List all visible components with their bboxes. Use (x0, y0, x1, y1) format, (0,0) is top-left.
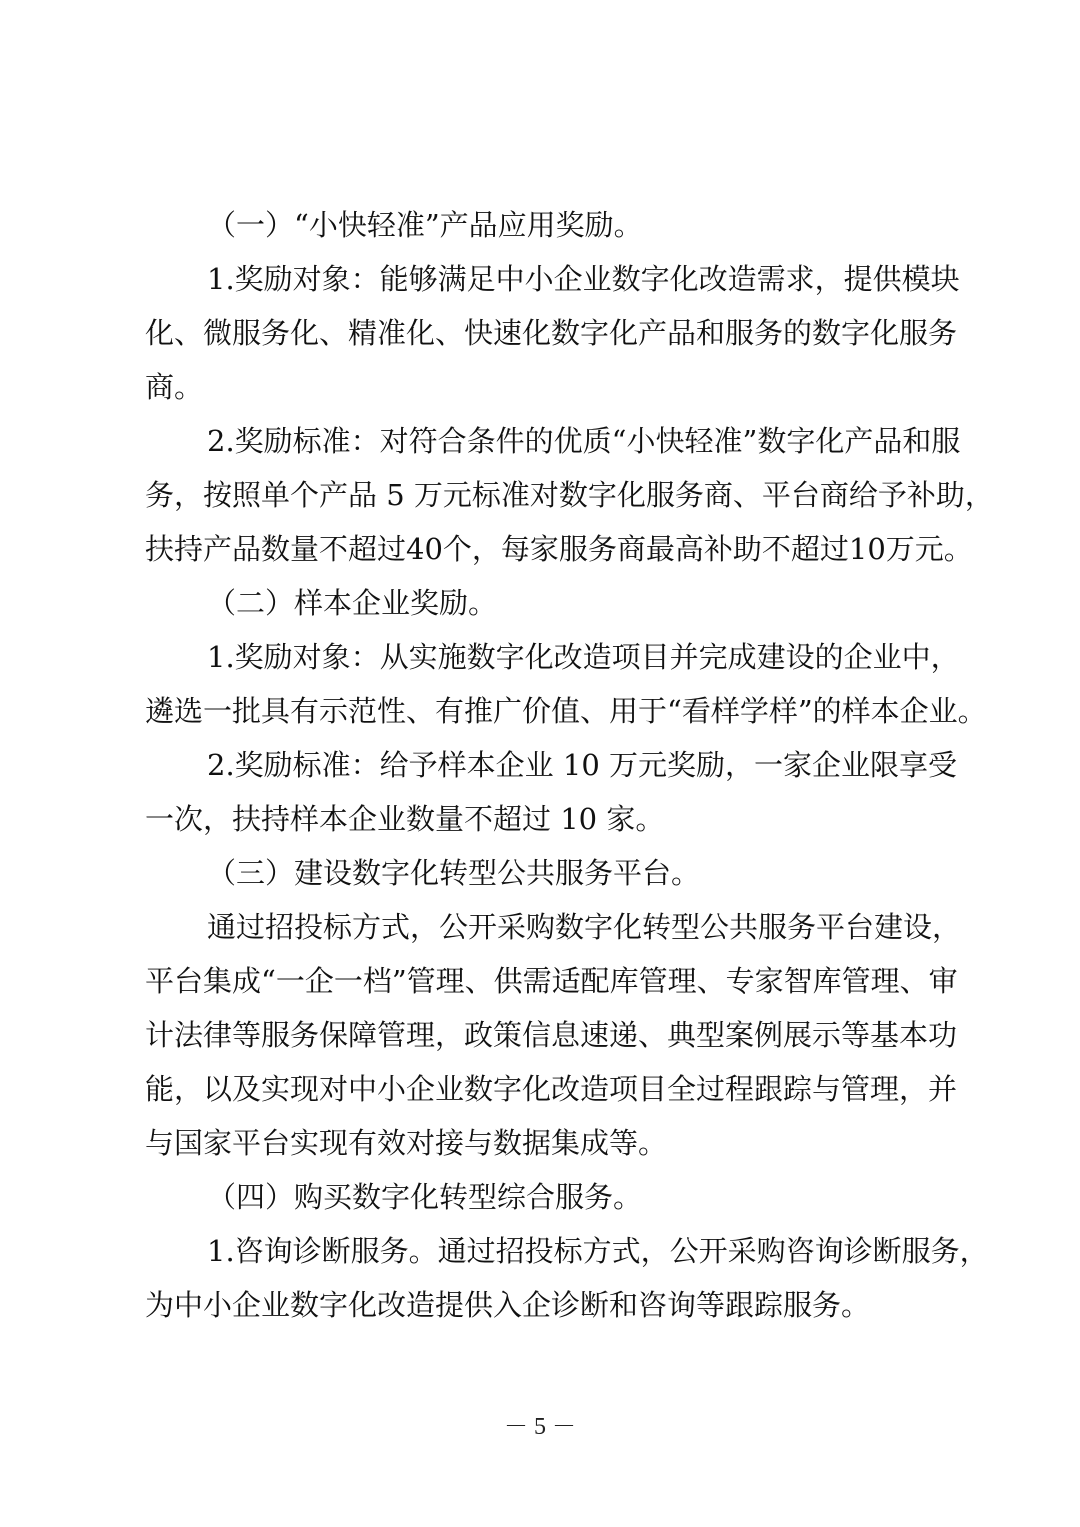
paragraph-line: 计法律等服务保障管理，政策信息速递、典型案例展示等基本功 (145, 1018, 958, 1052)
section-heading-1: （一）“小快轻准”产品应用奖励。 (207, 208, 643, 242)
paragraph-line: 遴选一批具有示范性、有推广价值、用于“看样学样”的样本企业。 (145, 694, 987, 728)
paragraph-line: 一次，扶持样本企业数量不超过 10 家。 (145, 802, 665, 836)
paragraph-line: 务，按照单个产品 5 万元标准对数字化服务商、平台商给予补助， (145, 478, 994, 512)
page-number: － 5 － (504, 1414, 576, 1440)
paragraph-line: 能，以及实现对中小企业数字化改造项目全过程跟踪与管理，并 (145, 1072, 958, 1106)
paragraph-line: 为中小企业数字化改造提供入企诊断和咨询等跟踪服务。 (145, 1288, 871, 1322)
paragraph-line: 通过招投标方式，公开采购数字化转型公共服务平台建设， (207, 910, 962, 944)
paragraph-line: 1.奖励对象：从实施数字化改造项目并完成建设的企业中， (207, 640, 960, 674)
section-heading-3: （三）建设数字化转型公共服务平台。 (207, 856, 701, 890)
section-heading-4: （四）购买数字化转型综合服务。 (207, 1180, 643, 1214)
paragraph-line: 化、微服务化、精准化、快速化数字化产品和服务的数字化服务 (145, 316, 958, 350)
paragraph-line: 商。 (145, 370, 204, 404)
paragraph-line: 平台集成“一企一档”管理、供需适配库管理、专家智库管理、审 (145, 964, 958, 998)
paragraph-line: 扶持产品数量不超过40个，每家服务商最高补助不超过10万元。 (145, 532, 973, 566)
paragraph-line: 1.奖励对象：能够满足中小企业数字化改造需求，提供模块 (207, 262, 960, 296)
paragraph-line: 与国家平台实现有效对接与数据集成等。 (145, 1126, 668, 1160)
paragraph-line: 2.奖励标准：给予样本企业 10 万元奖励，一家企业限享受 (207, 748, 958, 782)
paragraph-line: 1.咨询诊断服务。通过招投标方式，公开采购咨询诊断服务， (207, 1234, 989, 1268)
document-body (145, 198, 994, 1332)
section-heading-2: （二）样本企业奖励。 (207, 586, 498, 620)
paragraph-line: 2.奖励标准：对符合条件的优质“小快轻准”数字化产品和服 (207, 424, 961, 458)
